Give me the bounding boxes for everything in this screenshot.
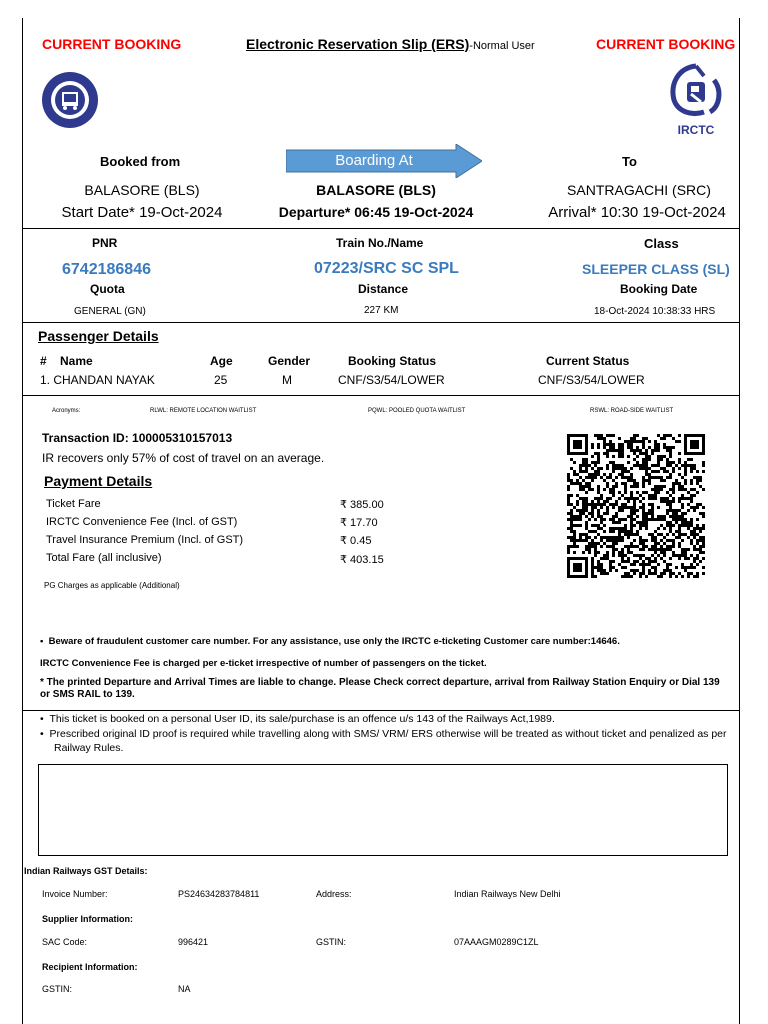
payment-label-ticket-fare: Ticket Fare — [46, 498, 101, 510]
acronym-rswl: RSWL: ROAD-SIDE WAITLIST — [590, 408, 674, 414]
sac-label: SAC Code: — [42, 937, 88, 947]
passenger-current-status: CNF/S3/54/LOWER — [538, 373, 645, 387]
recipient-title: Recipient Information: — [42, 962, 138, 972]
quota-label: Quota — [90, 282, 125, 296]
class-label: Class — [644, 236, 679, 251]
user-type: -Normal User — [469, 40, 535, 52]
divider-3 — [22, 395, 740, 396]
bullet-icon: • — [40, 636, 49, 647]
start-date: Start Date* 19-Oct-2024 — [61, 204, 223, 221]
qr-code — [567, 434, 705, 578]
right-border — [739, 18, 740, 1024]
current-booking-left: CURRENT BOOKING — [42, 36, 182, 52]
payment-amount-total: ₹ 403.15 — [340, 554, 384, 566]
pnr-label: PNR — [92, 236, 118, 250]
ers-title — [246, 36, 535, 52]
payment-details-title: Payment Details — [44, 473, 153, 489]
acronym-rlwl: RLWL: REMOTE LOCATION WAITLIST — [150, 408, 257, 414]
pg-charges-note: PG Charges as applicable (Additional) — [44, 581, 180, 590]
payment-amount-convenience: ₹ 17.70 — [340, 517, 378, 529]
id-proof-notice-text: Prescribed original ID proof is required while travelling along with SMS/ VRM/ ERS otherwise will be treated as without ticket and penalized as per Railway Rules. — [49, 728, 727, 754]
booking-date-value: 18-Oct-2024 10:38:33 HRS — [594, 306, 716, 317]
gstin-label: GSTIN: — [316, 937, 347, 947]
gst-title: Indian Railways GST Details: — [24, 866, 148, 876]
current-booking-right: CURRENT BOOKING — [596, 36, 736, 52]
left-border — [22, 18, 23, 1024]
train-label: Train No./Name — [336, 236, 424, 250]
pnr-value: 6742186846 — [62, 261, 151, 278]
booking-date-label: Booking Date — [620, 282, 698, 296]
from-station: BALASORE (BLS) — [84, 182, 200, 198]
departure: Departure* 06:45 19-Oct-2024 — [278, 204, 474, 220]
passenger-name: 1. CHANDAN NAYAK — [40, 373, 155, 387]
irctc-logo — [664, 62, 728, 136]
col-name: Name — [60, 354, 93, 368]
boarding-at-label: Boarding At — [335, 152, 413, 169]
personal-notice — [40, 713, 730, 725]
convenience-notice: IRCTC Convenience Fee is charged per e-ticket irrespective of number of passengers on the ticket. — [40, 658, 487, 669]
distance-label: Distance — [358, 282, 409, 296]
passenger-details-title: Passenger Details — [38, 328, 159, 344]
to-station: SANTRAGACHI (SRC) — [567, 182, 711, 198]
bullet-icon: • — [40, 728, 50, 740]
col-booking-status: Booking Status — [348, 354, 437, 368]
times-notice: * The printed Departure and Arrival Times are liable to change. Please Check correct departure, arrival from Railway Station Enquiry or Dial 139 or SMS RAIL to 139. — [40, 677, 720, 700]
transaction-id: Transaction ID: 100005310157013 — [42, 431, 233, 445]
payment-amount-insurance: ₹ 0.45 — [340, 535, 372, 547]
train-value: 07223/SRC SC SPL — [314, 260, 459, 277]
passenger-gender: M — [282, 373, 292, 387]
irctc-logo-text: IRCTC — [677, 123, 715, 137]
recipient-gstin-label: GSTIN: — [42, 984, 73, 994]
recovery-note: IR recovers only 57% of cost of travel on an average. — [42, 451, 325, 465]
col-current-status: Current Status — [546, 354, 630, 368]
fraud-notice — [40, 636, 730, 647]
payment-amount-ticket-fare: ₹ 385.00 — [340, 499, 384, 511]
acronym-pqwl: PQWL: POOLED QUOTA WAITLIST — [368, 408, 466, 414]
col-num: # — [40, 354, 47, 368]
distance-value: 227 KM — [364, 305, 399, 316]
bullet-icon: • — [40, 713, 50, 725]
id-proof-notice — [40, 727, 730, 755]
col-gender: Gender — [268, 354, 311, 368]
divider-4 — [22, 710, 740, 711]
divider-1 — [22, 228, 740, 229]
arrival: Arrival* 10:30 19-Oct-2024 — [548, 204, 726, 221]
to-label: To — [622, 154, 637, 169]
class-value: SLEEPER CLASS (SL) — [582, 261, 730, 277]
passenger-booking-status: CNF/S3/54/LOWER — [338, 373, 445, 387]
indian-railways-logo — [40, 70, 100, 130]
boarding-arrow — [286, 144, 482, 178]
col-age: Age — [210, 354, 233, 368]
address-value: Indian Railways New Delhi — [454, 889, 561, 899]
fraud-notice-text: Beware of fraudulent customer care number. For any assistance, use only the IRCTC e-ticketing Customer care number:14646. — [48, 636, 620, 647]
invoice-value: PS24634283784811 — [178, 889, 260, 899]
divider-2 — [22, 322, 740, 323]
recipient-gstin-value: NA — [178, 984, 191, 994]
ers-title-text: Electronic Reservation Slip (ERS) — [246, 36, 470, 52]
payment-label-total: Total Fare (all inclusive) — [46, 552, 162, 564]
personal-notice-text: This ticket is booked on a personal User ID, its sale/purchase is an offence u/s 143 of the Railways Act,1989. — [49, 713, 555, 725]
payment-label-insurance: Travel Insurance Premium (Incl. of GST) — [46, 534, 244, 546]
acronyms-label: Acronyms: — [52, 408, 81, 414]
address-label: Address: — [316, 889, 352, 899]
sac-value: 996421 — [178, 937, 209, 947]
booked-from-label: Booked from — [100, 154, 181, 169]
quota-value: GENERAL (GN) — [74, 306, 146, 317]
blank-box — [38, 764, 728, 856]
gstin-value: 07AAAGM0289C1ZL — [454, 937, 539, 947]
payment-label-convenience: IRCTC Convenience Fee (Incl. of GST) — [46, 516, 238, 528]
boarding-station: BALASORE (BLS) — [316, 182, 436, 198]
passenger-age: 25 — [214, 373, 228, 387]
supplier-title: Supplier Information: — [42, 914, 133, 924]
invoice-label: Invoice Number: — [42, 889, 108, 899]
